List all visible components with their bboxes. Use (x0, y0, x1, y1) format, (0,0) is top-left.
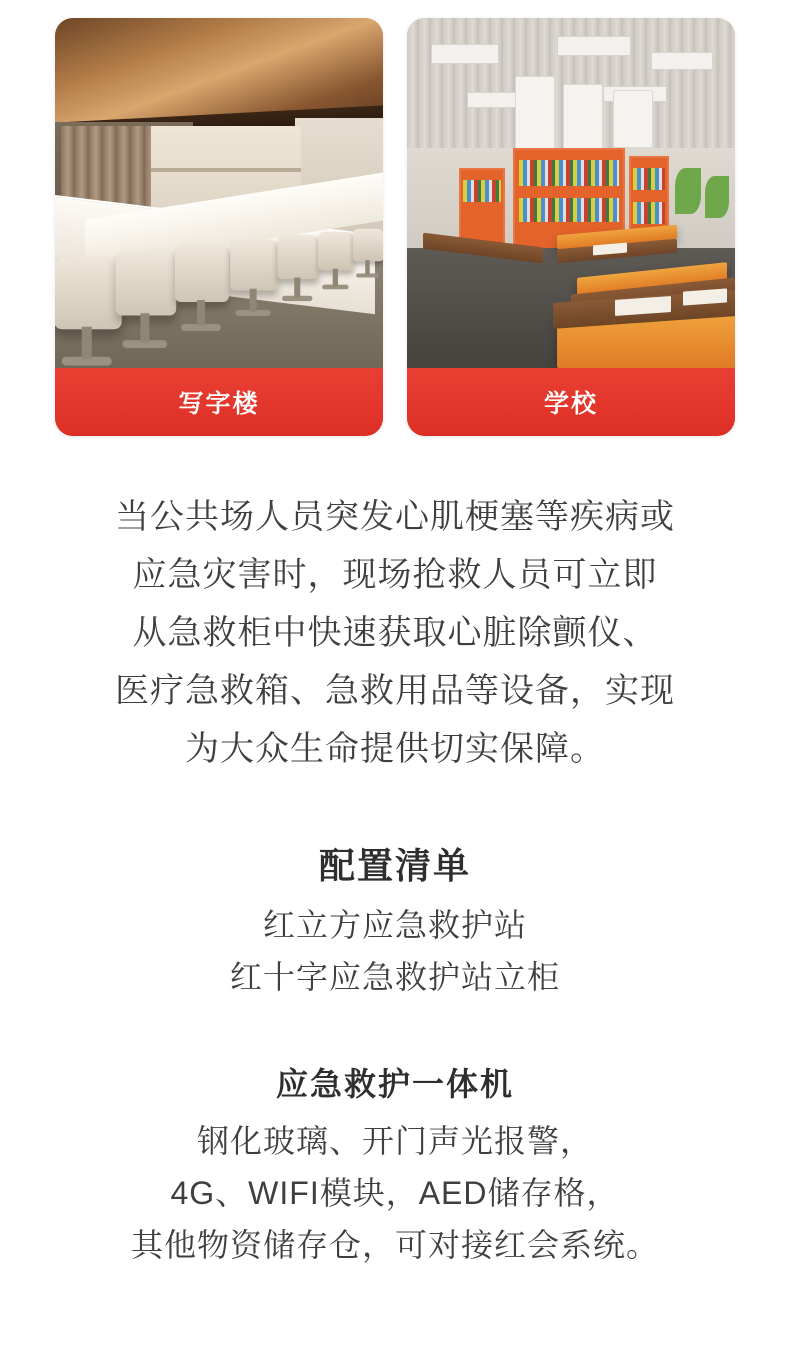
ceiling-light-panel (651, 52, 713, 70)
tree-decoration (705, 176, 729, 218)
intro-paragraph (44, 488, 746, 778)
scene-card-office (55, 18, 383, 436)
config-line: 红立方应急救护站 (262, 907, 527, 943)
books-row (633, 202, 665, 224)
device-section (0, 1059, 790, 1271)
scene-cards (0, 0, 790, 436)
scene-card-caption: 学校 (407, 368, 735, 436)
office-chair (318, 232, 354, 270)
device-line: 钢化玻璃、开门声光报警， (196, 1123, 593, 1159)
office-chair (353, 229, 383, 261)
intro-line: 医疗急救箱、急救用品等设备，实现 (115, 672, 675, 710)
office-photo (55, 18, 383, 368)
config-line: 红十字应急救护站立柜 (229, 959, 560, 995)
scene-card-school (407, 18, 735, 436)
office-chair (230, 239, 278, 290)
device-line: 其他物资储存仓，可对接红会系统。 (130, 1227, 659, 1263)
ceiling-light-panel (431, 44, 499, 64)
config-section (0, 838, 790, 1003)
office-chairs (55, 198, 383, 368)
office-chair (277, 235, 318, 279)
office-chair (116, 251, 176, 316)
pendant-lamp (613, 90, 653, 148)
office-chair (55, 257, 122, 330)
scene-card-caption: 写字楼 (55, 368, 383, 436)
books-row (633, 168, 665, 190)
config-section-title: 配置清单 (318, 845, 471, 886)
device-section-title: 应急救护一体机 (275, 1066, 514, 1102)
office-chair (175, 244, 229, 302)
intro-line: 从急救柜中快速获取心脏除颤仪、 (132, 614, 658, 652)
books-row (519, 160, 619, 186)
library-photo (407, 18, 735, 368)
device-line: 4G、WIFI模块，AED储存格， (170, 1175, 620, 1211)
ceiling-light-panel (557, 36, 631, 56)
pendant-lamp (563, 84, 603, 150)
intro-line: 为大众生命提供切实保障。 (185, 730, 605, 768)
intro-line: 当公共场人员突发心肌梗塞等疾病或 (115, 498, 675, 536)
pendant-lamp (515, 76, 555, 156)
office-window-frame (151, 168, 301, 172)
intro-line: 应急灾害时，现场抢救人员可立即 (132, 556, 658, 594)
tree-decoration (675, 168, 701, 214)
books-row (519, 198, 619, 222)
books-row (463, 180, 501, 202)
